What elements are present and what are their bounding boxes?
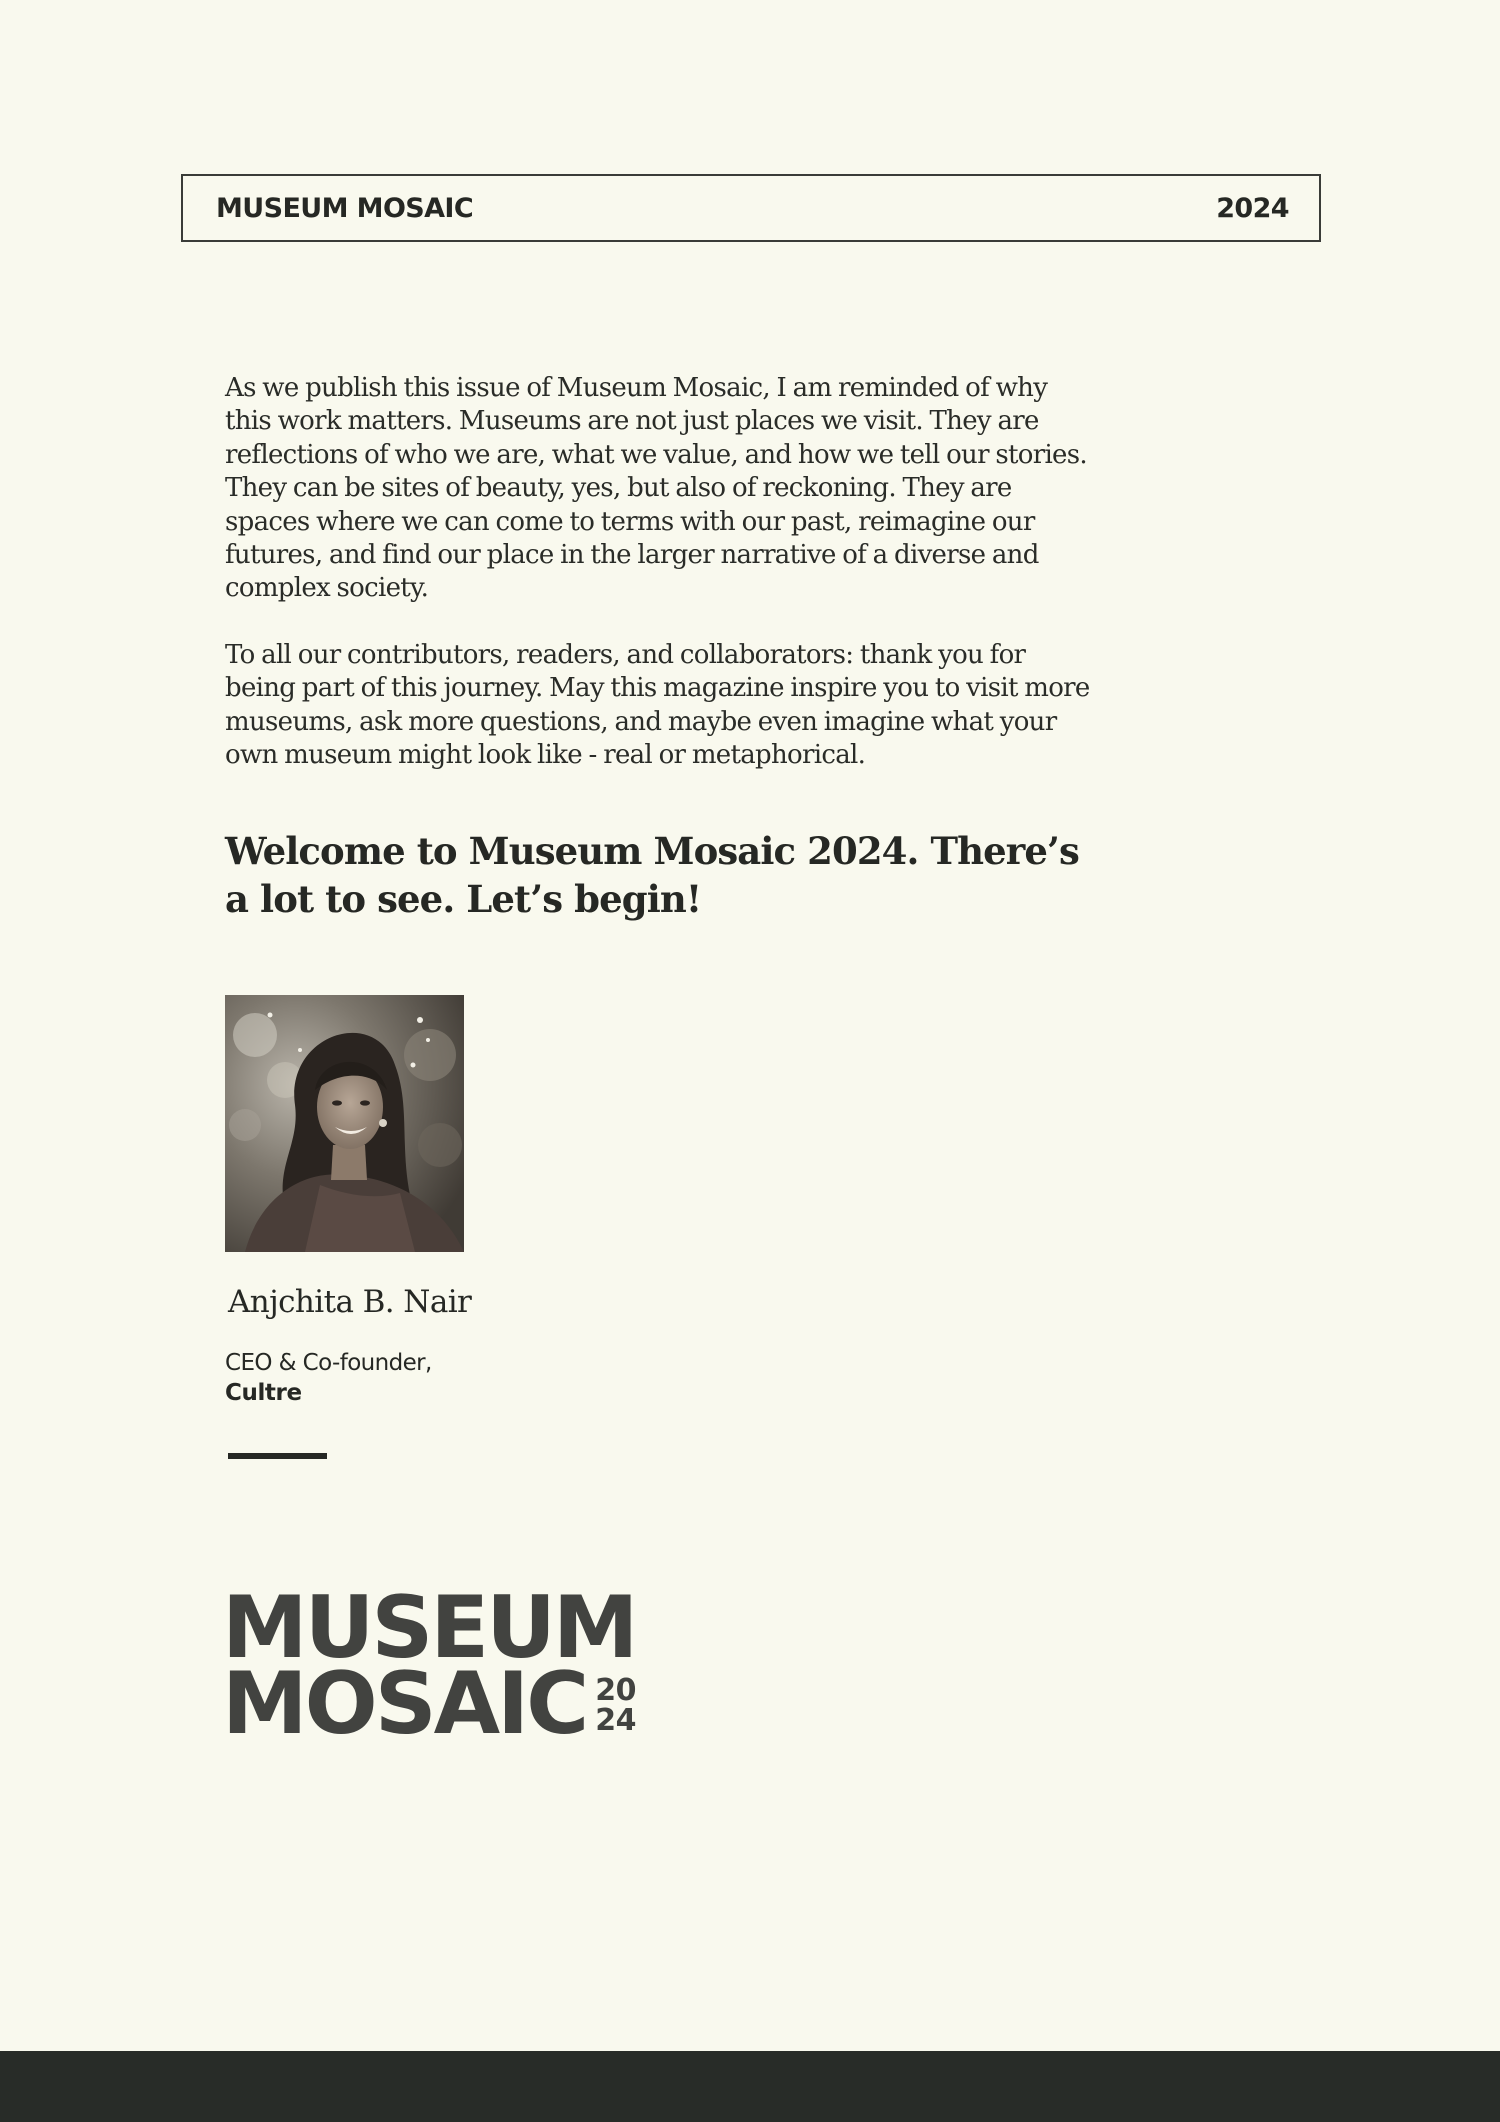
welcome-heading: Welcome to Museum Mosaic 2024. There’s a lot to see. Let’s begin! [225, 829, 1079, 922]
footer-bar [0, 2051, 1500, 2122]
signature-divider [228, 1453, 327, 1459]
letter-body [225, 372, 1095, 923]
header-year: 2024 [1216, 192, 1289, 224]
author-name: Anjchita B. Nair [228, 1284, 472, 1320]
logo-line-1: MUSEUM [222, 1578, 636, 1678]
logo-year-top: 20 [595, 1673, 637, 1708]
logo-row-2 [222, 1654, 637, 1754]
portrait-photo-icon [225, 995, 464, 1252]
header-box [181, 174, 1321, 242]
author-role: CEO & Co-founder, [225, 1350, 432, 1376]
paragraph-1: As we publish this issue of Museum Mosaic, I am reminded of why this work matters. Museums are not just places we visit. They are reflections of who we are, what we value, and how we tell our stories. They can be sites of beauty, yes, but also of reckoning. They are spaces where we can come to terms with our past, reimagine our futures, and find our place in the larger narrative of a diverse and complex society. [225, 373, 1087, 604]
logo-year [595, 1673, 637, 1738]
header-title: MUSEUM MOSAIC [216, 192, 474, 224]
paragraph-2: To all our contributors, readers, and collaborators: thank you for being part of this journey. May this magazine inspire you to visit more museums, ask more questions, and maybe even imagine what your own museum might look like - real or metaphorical. [225, 639, 1090, 771]
author-organization: Cultre [225, 1380, 302, 1406]
logo-year-bottom: 24 [595, 1703, 637, 1738]
museum-mosaic-logo [222, 1578, 637, 1754]
logo-line-2: MOSAIC [222, 1654, 587, 1754]
author-photo [225, 995, 464, 1252]
